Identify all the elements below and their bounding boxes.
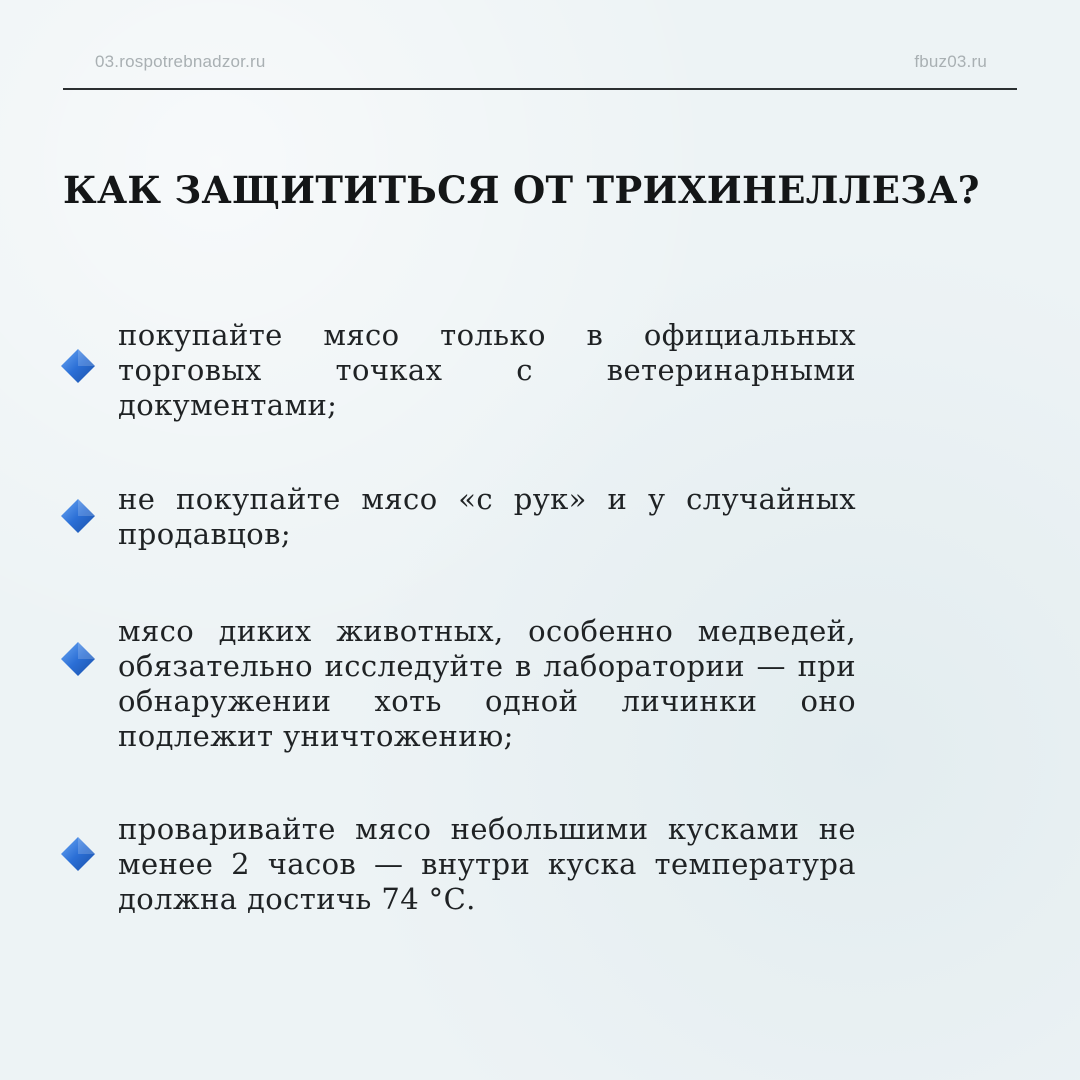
list-item-text: не покупайте мясо «с рук» и у случайных продавцов; <box>118 482 856 551</box>
header-divider <box>63 88 1017 90</box>
blue-diamond-icon <box>60 836 96 872</box>
list-item <box>60 614 860 759</box>
left-site-url: 03.rospotrebnadzor.ru <box>95 52 266 71</box>
list-item-text: покупайте мясо только в официальных торговых точках с ветеринарными документами; <box>118 318 856 422</box>
list-item <box>60 482 860 557</box>
right-site-url: fbuz03.ru <box>914 52 987 71</box>
list-item-text: проваривайте мясо небольшими кусками не менее 2 часов — внутри куска температура должна достичь 74 °С. <box>118 812 856 916</box>
list-item <box>60 812 860 922</box>
blue-diamond-icon <box>60 498 96 534</box>
list-item <box>60 318 860 428</box>
list-item-text: мясо диких животных, особенно медведей, обязательно исследуйте в лаборатории — при обнаружении хоть одной личинки оно подлежит уничтожению; <box>118 614 856 753</box>
page-title: КАК ЗАЩИТИТЬСЯ ОТ ТРИХИНЕЛЛЕЗА? <box>63 168 980 212</box>
blue-diamond-icon <box>60 348 96 384</box>
blue-diamond-icon <box>60 641 96 677</box>
